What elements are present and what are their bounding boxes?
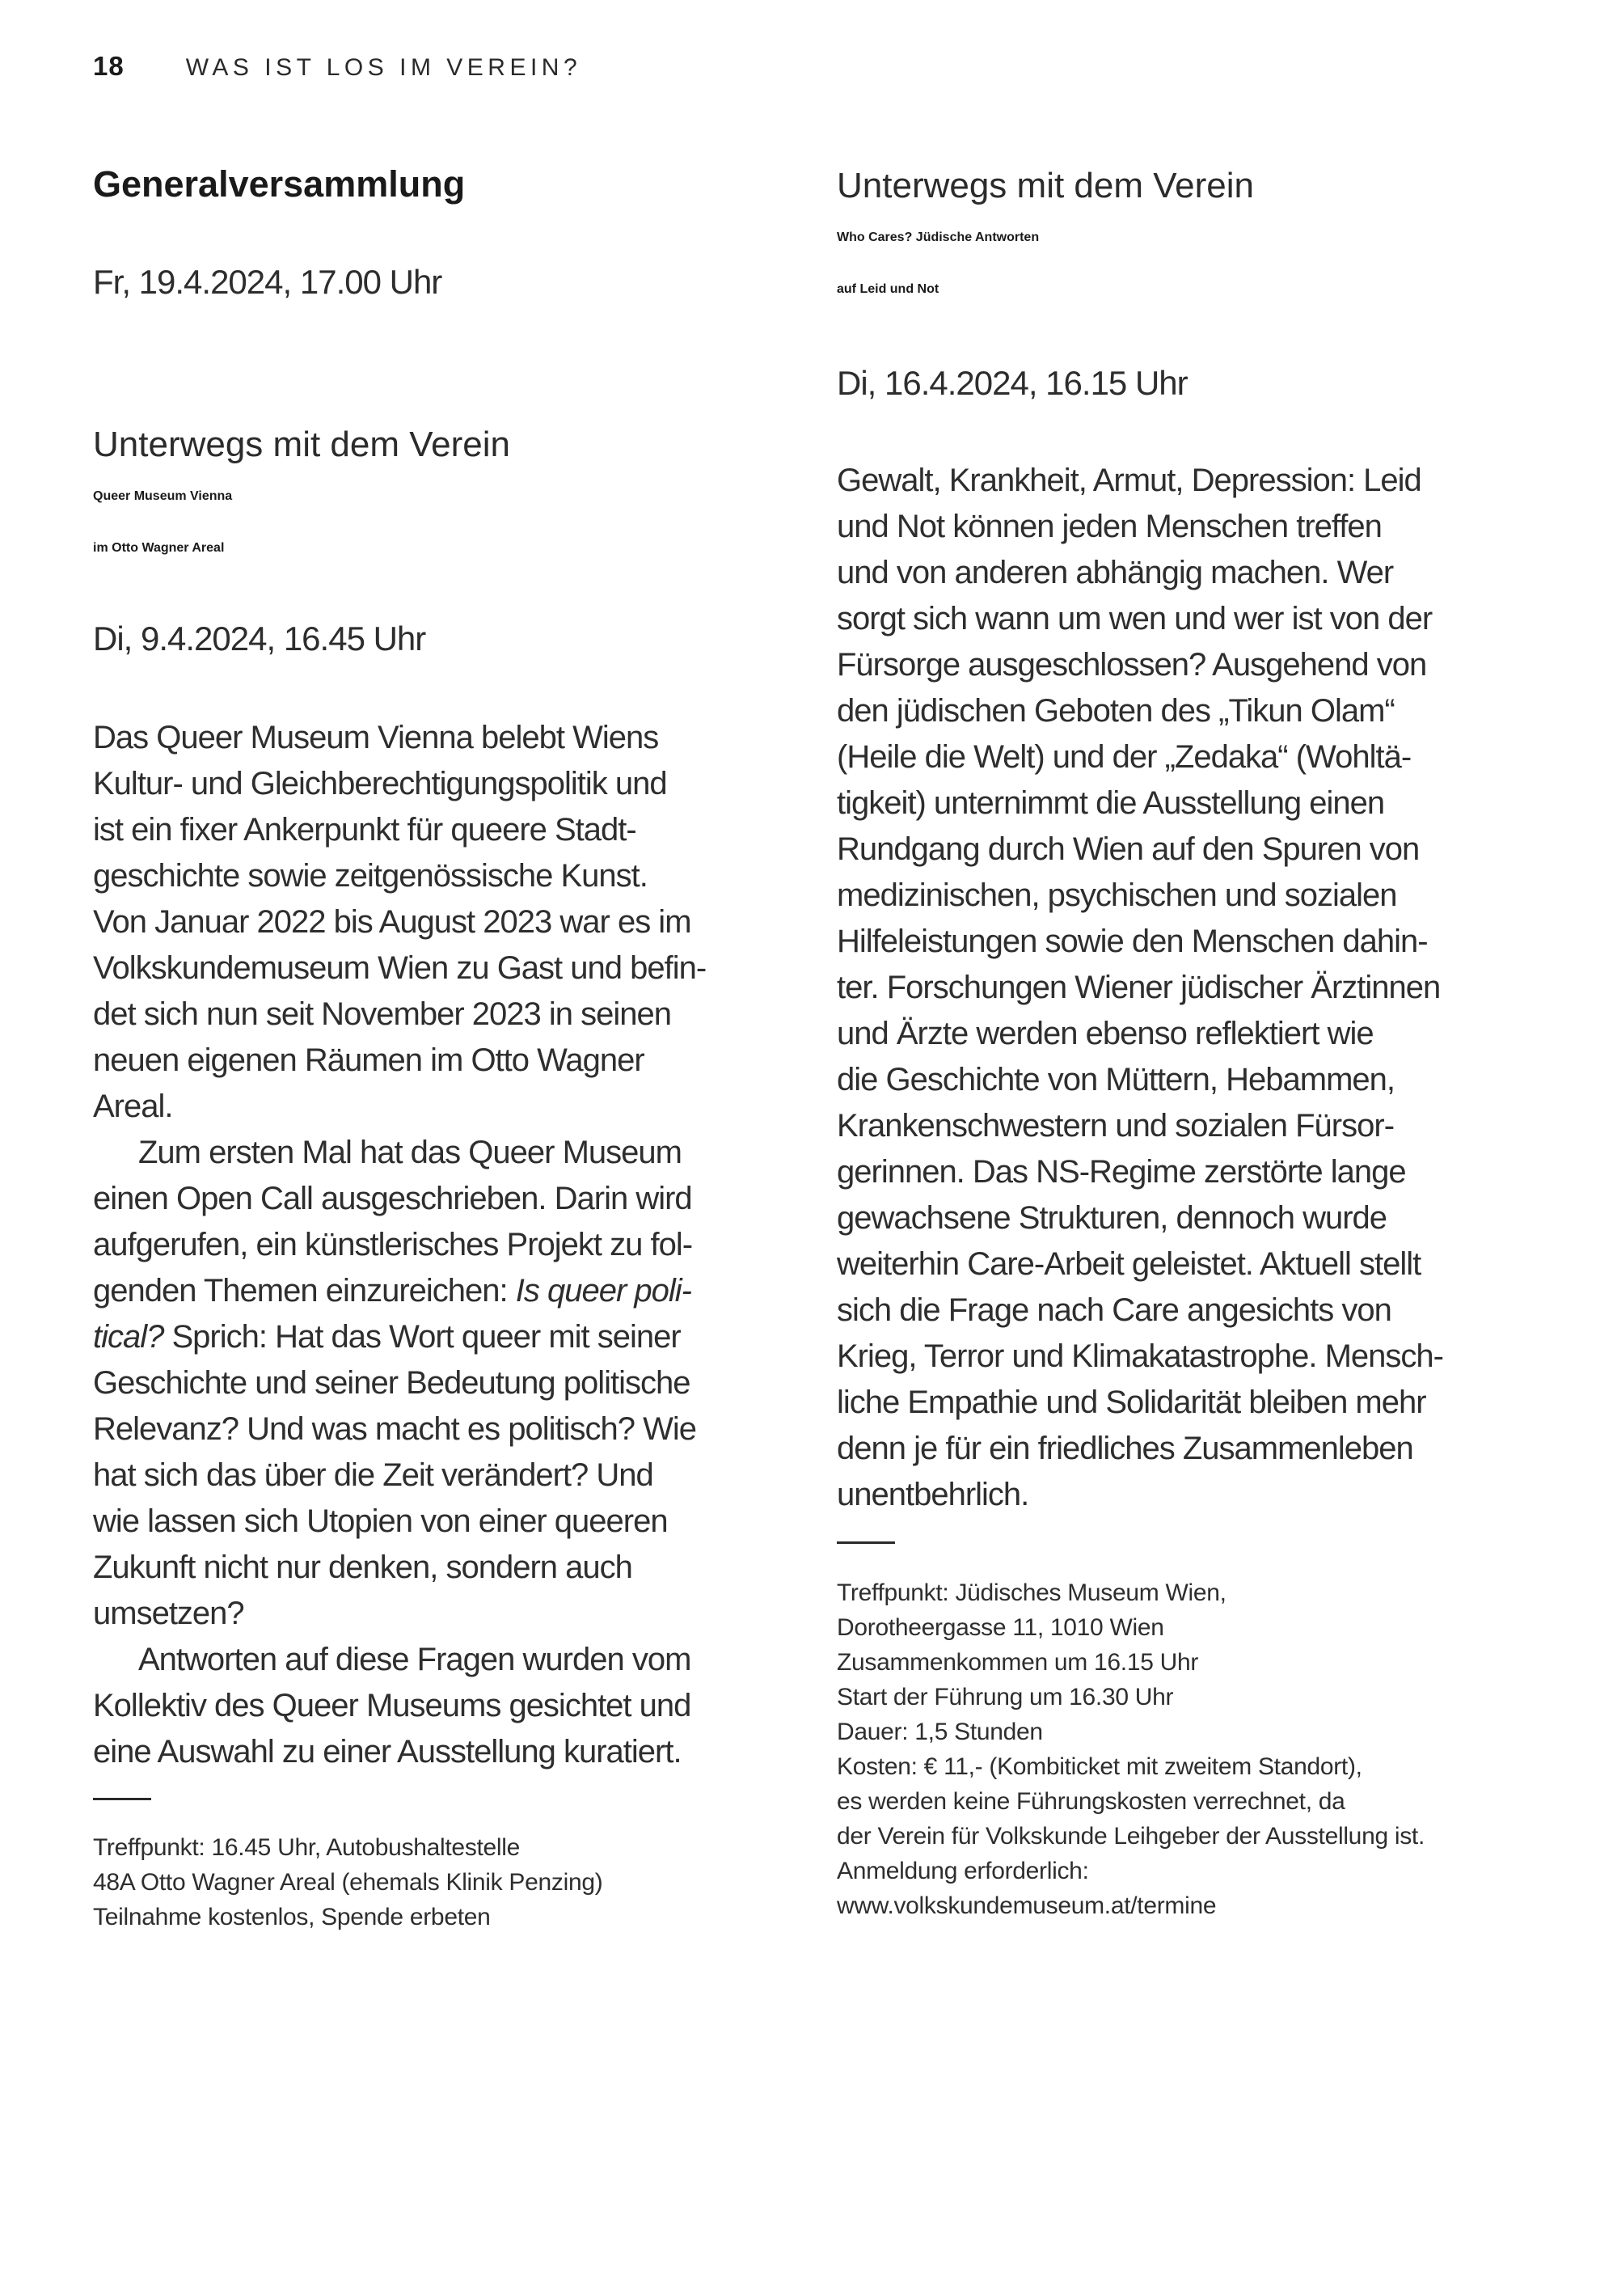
text-line: www.volkskundemuseum.at/termine: [837, 1892, 1217, 1919]
text-line: sorgt sich wann um wen und wer ist von der: [837, 601, 1433, 636]
text-line: Zum ersten Mal hat das Queer Museum: [138, 1135, 682, 1170]
text-line: denn je für ein friedliches Zusammenleben: [837, 1431, 1413, 1466]
text-line: den jüdischen Geboten des „Tikun Olam“: [837, 693, 1395, 729]
text-line: Dorotheergasse 11, 1010 Wien: [837, 1614, 1164, 1641]
text-line: wie lassen sich Utopien von einer queeren: [93, 1503, 668, 1539]
text-line: Antworten auf diese Fragen wurden vom: [138, 1642, 691, 1677]
text-line: Start der Führung um 16.30 Uhr: [837, 1684, 1174, 1710]
event-heading-queer-museum: [93, 419, 510, 574]
event-title-who-cares: [837, 212, 1254, 315]
text-line: Kollektiv des Queer Museums gesichtet und: [93, 1688, 691, 1723]
text-line: gerinnen. Das NS-Regime zerstörte lange: [837, 1154, 1406, 1190]
event-title-generalversammlung: Generalversammlung: [93, 163, 466, 205]
text-line: Treffpunkt: 16.45 Uhr, Autobushaltestelle: [93, 1834, 521, 1861]
text-line: Geschichte und seiner Bedeutung politische: [93, 1365, 690, 1401]
text-line: genden Themen einzureichen: Is queer poli-: [93, 1273, 691, 1309]
text-line: Teilnahme kostenlos, Spende erbeten: [93, 1904, 491, 1930]
text-line: geschichte sowie zeitgenössische Kunst.: [93, 858, 648, 894]
text-line: medizinischen, psychischen und sozialen: [837, 877, 1397, 913]
text-line: Anmeldung erforderlich:: [837, 1858, 1089, 1884]
text-line: Krieg, Terror und Klimakatastrophe. Mensch-: [837, 1338, 1443, 1374]
text-line: Gewalt, Krankheit, Armut, Depression: Leid: [837, 463, 1421, 498]
text-line: die Geschichte von Müttern, Hebammen,: [837, 1062, 1395, 1097]
text-line: Who Cares? Jüdische Antworten: [837, 230, 1040, 244]
text-line: Zusammenkommen um 16.15 Uhr: [837, 1649, 1199, 1676]
text-line: liche Empathie und Solidarität bleiben mehr: [837, 1385, 1426, 1420]
text-line: Kosten: € 11,- (Kombiticket mit zweitem Standort),: [837, 1753, 1362, 1780]
text-line: Volkskundemuseum Wien zu Gast und befin-: [93, 950, 707, 986]
text-line: 48A Otto Wagner Areal (ehemals Klinik Penzing): [93, 1869, 603, 1896]
text-line: tical? Sprich: Hat das Wort queer mit seiner: [93, 1319, 681, 1355]
text-line: ter. Forschungen Wiener jüdischer Ärztinnen: [837, 970, 1441, 1005]
text-line: unentbehrlich.: [837, 1477, 1029, 1512]
text-line: Relevanz? Und was macht es politisch? Wie: [93, 1411, 697, 1447]
text-line: (Heile die Welt) und der „Zedaka“ (Wohltä-: [837, 739, 1412, 775]
event-series-label: Unterwegs mit dem Verein: [837, 166, 1254, 205]
text-line: Von Januar 2022 bis August 2023 war es im: [93, 904, 691, 940]
text-line: Hilfeleistungen sowie den Menschen dahin-: [837, 924, 1428, 959]
text-line: Treffpunkt: Jüdisches Museum Wien,: [837, 1579, 1226, 1606]
text-line: sich die Frage nach Care angesichts von: [837, 1292, 1391, 1328]
text-line: ist ein fixer Ankerpunkt für queere Stadt-: [93, 812, 636, 848]
text-line: Dauer: 1,5 Stunden: [837, 1719, 1043, 1745]
event-date-who-cares: Di, 16.4.2024, 16.15 Uhr: [837, 364, 1188, 402]
text-line: Krankenschwestern und sozialen Fürsor-: [837, 1108, 1395, 1144]
event-body-who-cares: [837, 458, 1548, 1518]
text-line: eine Auswahl zu einer Ausstellung kuratiert.: [93, 1734, 682, 1770]
text-line: Das Queer Museum Vienna belebt Wiens: [93, 720, 659, 755]
text-line: gewachsene Strukturen, dennoch wurde: [837, 1200, 1387, 1236]
section-divider: [837, 1541, 895, 1544]
text-line: es werden keine Führungskosten verrechnet, da: [837, 1788, 1345, 1815]
text-line: Kultur- und Gleichberechtigungspolitik und: [93, 766, 667, 801]
text-line: aufgerufen, ein künstlerisches Projekt zu fol-: [93, 1227, 693, 1262]
text-line: neuen eigenen Räumen im Otto Wagner: [93, 1042, 644, 1078]
text-line: der Verein für Volkskunde Leihgeber der Ausstellung ist.: [837, 1823, 1425, 1850]
event-date-queer-museum: Di, 9.4.2024, 16.45 Uhr: [93, 619, 426, 658]
text-line: Rundgang durch Wien auf den Spuren von: [837, 831, 1420, 867]
event-series-label: Unterwegs mit dem Verein: [93, 425, 510, 464]
text-line: und Not können jeden Menschen treffen: [837, 509, 1382, 544]
event-title-queer-museum: [93, 471, 510, 574]
text-line: hat sich das über die Zeit verändert? Und: [93, 1457, 653, 1493]
text-line: Fürsorge ausgeschlossen? Ausgehend von: [837, 647, 1427, 683]
page-number: 18: [93, 51, 125, 81]
text-line: det sich nun seit November 2023 in seinen: [93, 996, 672, 1032]
text-line: im Otto Wagner Areal: [93, 541, 225, 555]
text-line: und von anderen abhängig machen. Wer: [837, 555, 1394, 590]
event-details-queer-museum: [93, 1830, 602, 1934]
event-body-queer-museum: [93, 715, 780, 1775]
text-line: einen Open Call ausgeschrieben. Darin wird: [93, 1181, 692, 1216]
text-line: weiterhin Care-Arbeit geleistet. Aktuell stellt: [837, 1246, 1421, 1282]
section-divider: [93, 1798, 151, 1800]
text-line: Areal.: [93, 1089, 173, 1124]
text-line: auf Leid und Not: [837, 282, 939, 296]
page-header: [93, 51, 581, 82]
event-date-generalversammlung: Fr, 19.4.2024, 17.00 Uhr: [93, 263, 442, 301]
text-line: und Ärzte werden ebenso reflektiert wie: [837, 1016, 1374, 1051]
text-line: Queer Museum Vienna: [93, 489, 233, 503]
event-details-who-cares: [837, 1575, 1425, 1923]
text-line: tigkeit) unternimmt die Ausstellung einen: [837, 785, 1385, 821]
section-title: WAS IST LOS IM VEREIN?: [185, 54, 582, 81]
text-line: Zukunft nicht nur denken, sondern auch: [93, 1550, 632, 1585]
event-heading-who-cares: [837, 160, 1254, 315]
text-line: umsetzen?: [93, 1596, 244, 1631]
